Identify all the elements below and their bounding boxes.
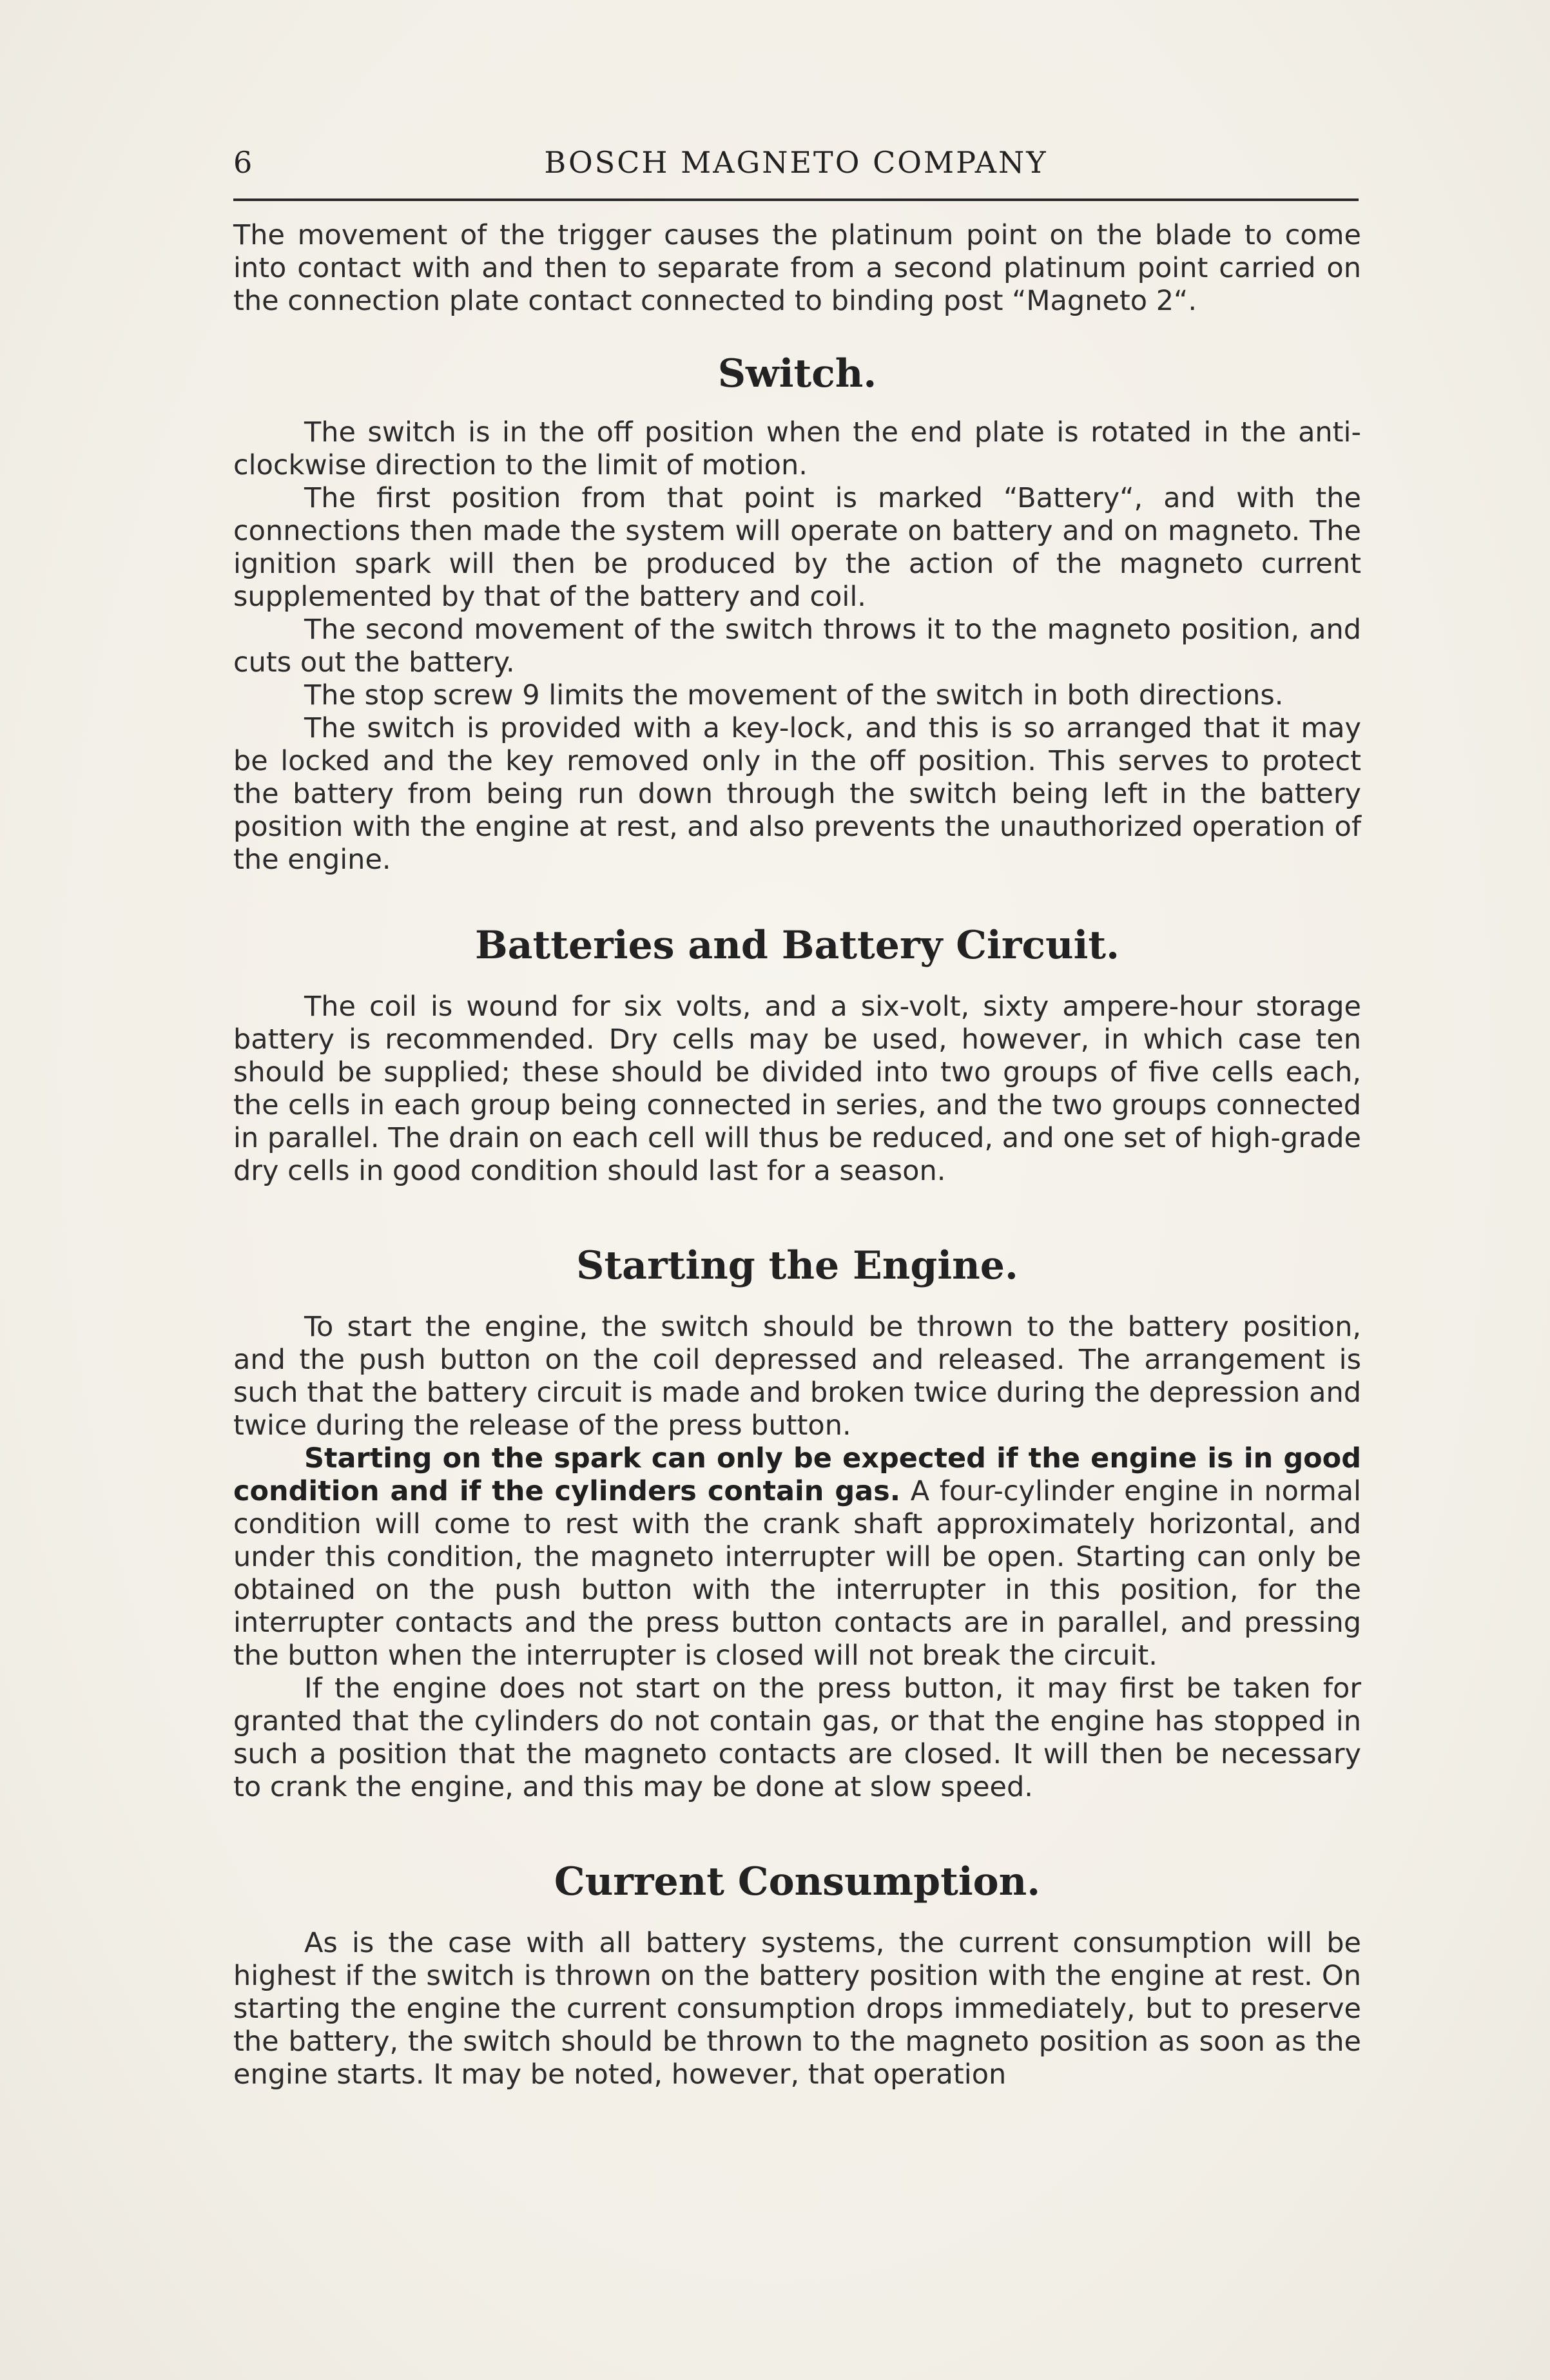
page-number: 6 xyxy=(233,145,253,180)
starting-bold-statement: Starting on the spark can only be expected if the engine is in good condition and if the cylinders contain gas. xyxy=(233,1442,1361,1507)
current-heading: Current Consumption. xyxy=(554,1859,1041,1904)
switch-paragraph-5: The switch is provided with a key-lock, and this is so arranged that it may be locked and the key removed only in the off position. This serves to protect the battery from being run down through the switch being left in the battery position with the engine at rest, and also prevents the unauthorized operation of the engine. xyxy=(233,712,1361,876)
page-body xyxy=(233,219,1361,2091)
switch-paragraph-4: The stop screw 9 limits the movement of the switch in both directions. xyxy=(304,679,1284,711)
batteries-paragraph-1: The coil is wound for six volts, and a six-volt, sixty ampere-hour storage battery is recommended. Dry cells may be used, however, in which case ten should be supplied; these should be divided into two groups of five cells each, the cells in each group being connected in series, and the two groups connected in parallel. The drain on each cell will thus be reduced, and one set of high-grade dry cells in good condition should last for a season. xyxy=(233,991,1361,1187)
switch-paragraph-3: The second movement of the switch throws it to the magneto position, and cuts out the battery. xyxy=(233,614,1361,679)
starting-heading: Starting the Engine. xyxy=(576,1243,1018,1288)
running-head: BOSCH MAGNETO COMPANY xyxy=(544,145,1048,180)
switch-paragraph-2: The first position from that point is marked “Battery“, and with the connections then made the system will operate on battery and on magneto. The ignition spark will then be produced by the action of the magneto current supplemented by that of the battery and coil. xyxy=(233,482,1361,613)
starting-paragraph-3: If the engine does not start on the press button, it may first be taken for granted that the cylinders do not contain gas, or that the engine has stopped in such a position that the magneto contacts are closed. It will then be necessary to crank the engine, and this may be done at slow speed. xyxy=(233,1672,1361,1803)
current-paragraph-1: As is the case with all battery systems, the current consumption will be highest if the switch is thrown on the battery position with the engine at rest. On starting the engine the current consumption drops immediately, but to preserve the battery, the switch should be thrown to the magneto position as soon as the engine starts. It may be noted, however, that operation xyxy=(233,1927,1361,2091)
switch-paragraph-1: The switch is in the off position when the end plate is rotated in the anti-clockwise direction to the limit of motion. xyxy=(233,416,1361,481)
starting-paragraph-1: To start the engine, the switch should be thrown to the battery position, and the push button on the coil depressed and released. The arrangement is such that the battery circuit is made and broken twice during the depression and twice during the release of the press button. xyxy=(233,1311,1361,1442)
starting-paragraph-2 xyxy=(233,1442,1361,1672)
batteries-heading: Batteries and Battery Circuit. xyxy=(474,923,1120,968)
intro-paragraph: The movement of the trigger causes the platinum point on the blade to come into contact with and then to separate from a second platinum point carried on the connection plate contact connected to binding post “Magneto 2“. xyxy=(233,219,1361,317)
switch-heading: Switch. xyxy=(717,351,877,396)
starting-paragraph-2-rest: A four-cylinder engine in normal condition will come to rest with the crank shaft approximately horizontal, and under this condition, the magneto interrupter will be open. Starting can only be obtained on the push button with the interrupter in this position, for the interrupter contacts and the press button contacts are in parallel, and pressing the button when the interrupter is closed will not break the circuit. xyxy=(233,1475,1362,1672)
page-header xyxy=(233,140,1359,201)
